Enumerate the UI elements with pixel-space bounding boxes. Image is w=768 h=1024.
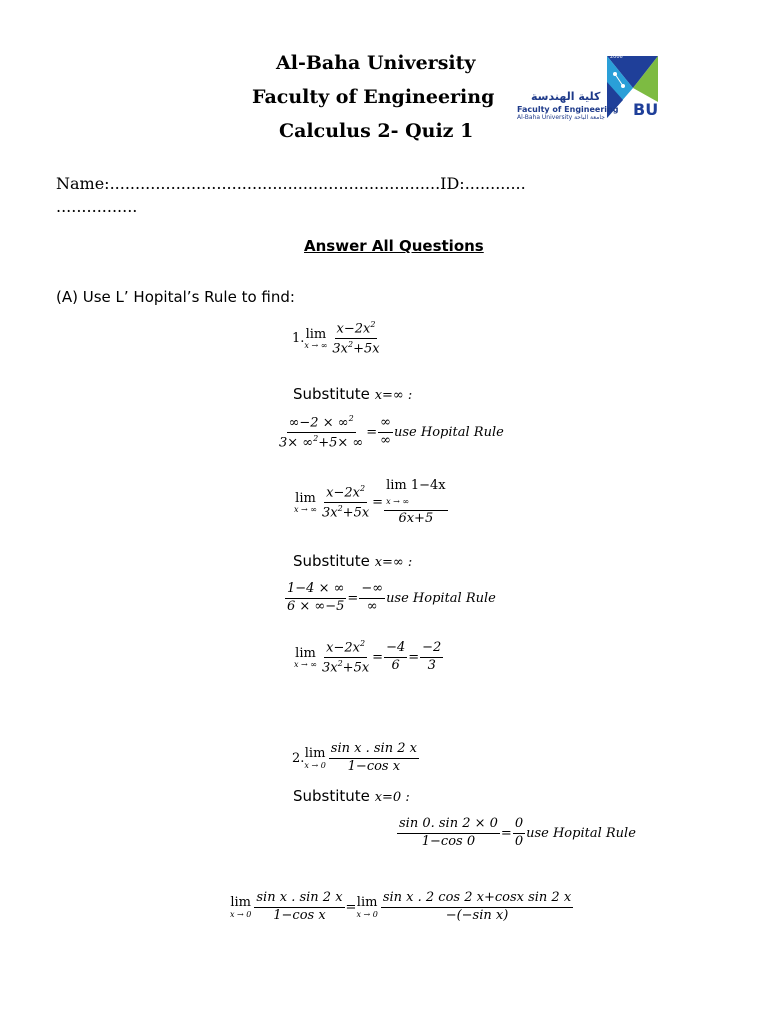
logo-arabic: كلية الهندسة bbox=[531, 90, 601, 103]
q1-step1: $\frac{\infty-2 \times \infty^2}{3\times \infty^2+5\times \infty}$ = $\frac{\infty}{\infty}$ use Hopital Rule bbox=[279, 414, 504, 451]
part-a-heading: (A) Use L’ Hopital’s Rule to find: bbox=[56, 288, 295, 306]
q2-expression: 2. lim x → 0 $\frac{\text{sin x . sin 2 x}}{\text{1−cos x}}$ bbox=[292, 741, 417, 774]
q1-expression bbox=[292, 320, 383, 358]
logo-english: Faculty of Engineering bbox=[517, 105, 619, 114]
university-title: Al-Baha University bbox=[276, 52, 476, 74]
hopital-note-1: use Hopital Rule bbox=[394, 425, 504, 441]
quiz-title: Calculus 2- Quiz 1 bbox=[279, 120, 474, 142]
hopital-note-3: use Hopital Rule bbox=[526, 825, 636, 841]
name-id-continuation: ................ bbox=[56, 197, 138, 216]
q1-substitute-1: Substitute x=∞ : bbox=[293, 385, 413, 403]
instructions-heading: Answer All Questions bbox=[304, 237, 484, 255]
q1-limit: lim x → ∞ bbox=[304, 326, 328, 350]
q2-step2: lim x → 0 $\frac{\text{sin x . sin 2 x}}{\text{1−cos x}}$ = lim x → 0 $\frac{\text{sin x . 2 cos 2 x+cosx sin 2 x}}{\text{−(−sin x)}}$ bbox=[230, 890, 572, 923]
q2-substitute: Substitute x=0 : bbox=[293, 787, 410, 805]
hopital-note-2: use Hopital Rule bbox=[386, 590, 496, 606]
q1-step3: $\frac{1-4 \times \infty}{6 \times \infty-5}$ = $\frac{-\infty}{\infty}$ use Hopital Rule bbox=[287, 581, 496, 614]
logo-bu: BU bbox=[633, 100, 659, 119]
name-id-field: Name:.................................................................ID:............ bbox=[56, 174, 526, 193]
q1-step2: lim x → ∞ $\frac{x-2x^2}{3x^2+5x}$ = lim 1−4x x → ∞ 6x+5 bbox=[294, 478, 446, 526]
faculty-logo bbox=[515, 52, 661, 122]
q1-label: 1. bbox=[292, 331, 305, 347]
faculty-title: Faculty of Engineering bbox=[252, 86, 495, 108]
logo-sub: Al-Baha University جامعة الباحة bbox=[517, 114, 605, 121]
q1-substitute-2: Substitute x=∞ : bbox=[293, 552, 413, 570]
q1-fraction: $\frac{x-2x^2}{3x^2+5x}$ bbox=[332, 320, 380, 357]
q2-label: 2. bbox=[292, 750, 305, 766]
logo-year: 2006 bbox=[610, 54, 623, 60]
q1-final: lim x → ∞ $\frac{x-2x^2}{3x^2+5x}$ = $\frac{-4}{6}$ = $\frac{-2}{3}$ bbox=[294, 639, 442, 676]
q2-step1: $\frac{\sin 0. \sin 2 \times 0}{1-\cos 0}$ = $\frac{0}{0}$ use Hopital Rule bbox=[399, 816, 636, 849]
